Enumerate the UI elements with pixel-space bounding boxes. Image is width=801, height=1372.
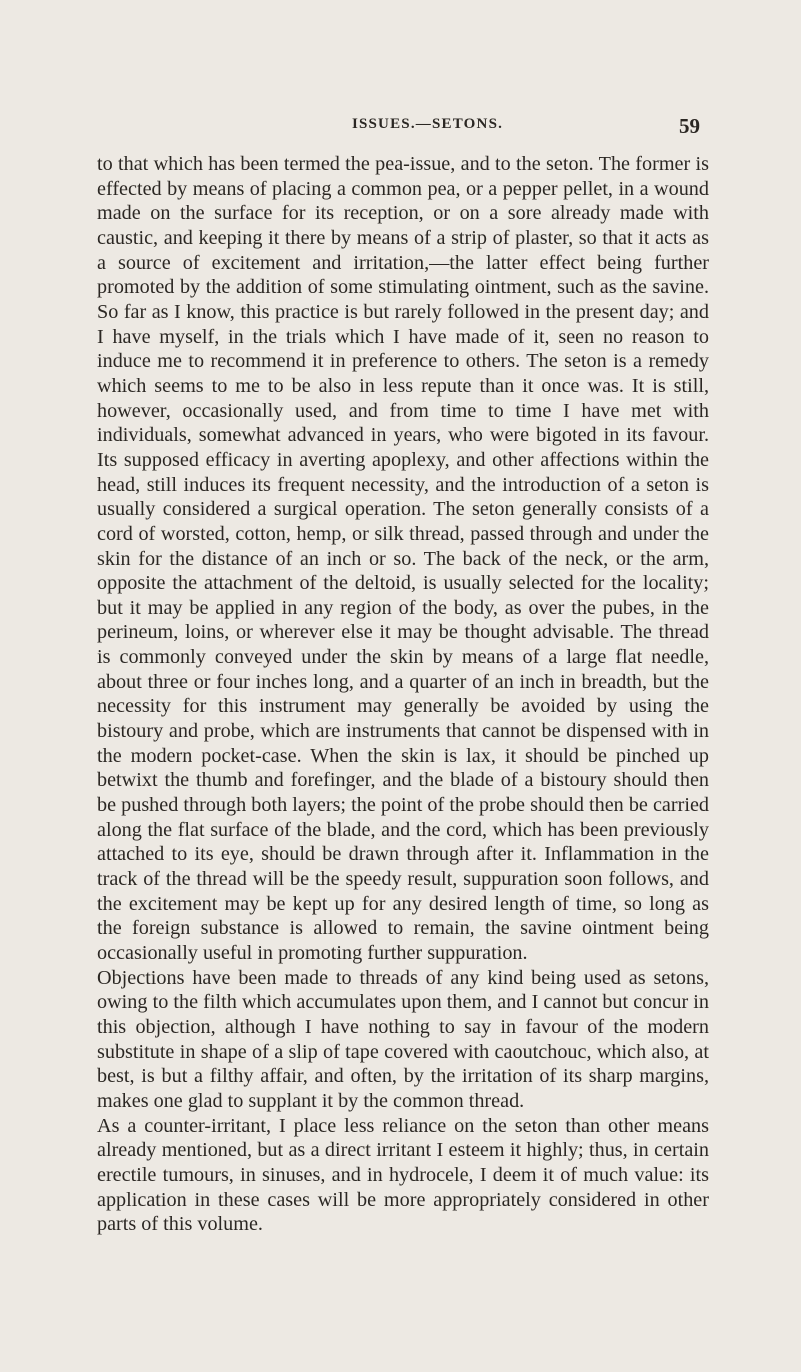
page-number: 59 [679, 114, 700, 138]
running-title: ISSUES.—SETONS. [351, 116, 504, 132]
paragraph-3: As a counter-irritant, I place less reliance on the seton than other means already mentioned, but as a direct irritant I esteem it highly; thus, in certain erectile tumours, in sinuses, and in hydrocele, I deem it of much value: its application in these cases will be more appropriately considered in other parts of this volume. [97, 1114, 709, 1236]
body-text [97, 152, 709, 1237]
page-header [100, 114, 700, 138]
paragraph-2: Objections have been made to threads of any kind being used as setons, owing to the filth which accumulates upon them, and I cannot but concur in this objection, although I have nothing to say in favour of the modern substitute in shape of a slip of tape covered with caoutchouc, which also, at best, is but a filthy affair, and often, by the irritation of its sharp margins, makes one glad to supplant it by the common thread. [97, 966, 709, 1112]
paragraph-1: to that which has been termed the pea-issue, and to the seton. The former is effected by means of placing a common pea, or a pepper pellet, in a wound made on the surface for its reception, or on a sore already made with caustic, and keeping it there by means of a strip of plaster, so that it acts as a source of excitement and irritation,—the latter effect being further promoted by the addition of some stimulating ointment, such as the savine. So far as I know, this practice is but rarely followed in the present day; and I have myself, in the trials which I have made of it, seen no reason to induce me to recommend it in preference to others. The seton is a remedy which seems to me to be also in less repute than it once was. It is still, however, occasionally used, and from time to time I have met with individuals, somewhat advanced in years, who were bigoted in its favour. Its supposed efficacy in averting apoplexy, and other affections within the head, still induces its frequent necessity, and the introduction of a seton is usually considered a surgical operation. The seton generally consists of a cord of worsted, cotton, hemp, or silk thread, passed through and under the skin for the distance of an inch or so. The back of the neck, or the arm, opposite the attachment of the deltoid, is usually selected for the locality; but it may be applied in any region of the body, as over the pubes, in the perineum, loins, or wherever else it may be thought advisable. The thread is commonly conveyed under the skin by means of a large flat needle, about three or four inches long, and a quarter of an inch in breadth, but the necessity for this instrument may generally be avoided by using the bistoury and probe, which are instruments that cannot be dispensed with in the modern pocket-case. When the skin is lax, it should be pinched up betwixt the thumb and forefinger, and the blade of a bistoury should then be pushed through both layers; the point of the probe should then be carried along the flat surface of the blade, and the cord, which has been previously attached to its eye, should be drawn through after it. Inflammation in the track of the thread will be the speedy result, suppuration soon follows, and the excitement may be kept up for any desired length of time, so long as the foreign substance is allowed to remain, the savine ointment being occasionally useful in promoting further suppuration. [97, 153, 709, 964]
